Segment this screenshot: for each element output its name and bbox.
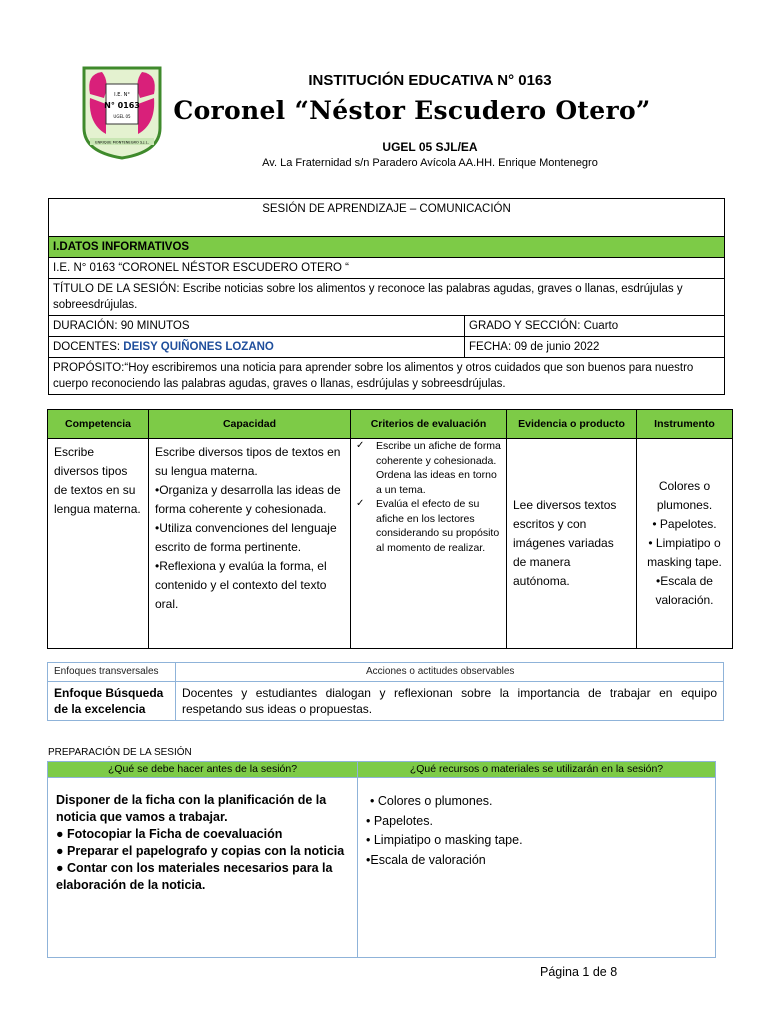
- acciones-text: Docentes y estudiantes dialogan y reflexionan sobre la importancia de trabajar en equipo respetando sus ideas o propuestas.: [176, 682, 724, 721]
- enfoque-name: Enfoque Búsqueda de la excelencia: [48, 682, 176, 721]
- antes-header: ¿Qué se debe hacer antes de la sesión?: [48, 762, 358, 778]
- antes-item: ● Fotocopiar la Ficha de coevaluación: [56, 827, 283, 841]
- evidencia-cell: Lee diversos textos escritos y con imágenes variadas de manera autónoma.: [507, 439, 637, 649]
- header-evidencia: Evidencia o producto: [507, 410, 637, 439]
- check-icon: ✓: [356, 440, 365, 451]
- grado-seccion: GRADO Y SECCIÓN: Cuarto: [465, 316, 725, 337]
- enfoques-header: Enfoques transversales: [48, 663, 176, 682]
- check-icon: ✓: [356, 498, 365, 509]
- competencias-table: [47, 409, 733, 649]
- instrumento-item: • Limpiatipo o masking tape.: [647, 536, 722, 569]
- enfoques-table: [47, 662, 724, 721]
- docentes: DOCENTES: DEISY QUIÑONES LOZANO: [49, 337, 465, 358]
- capacidad-item: Escribe diversos tipos de textos en su lengua materna.: [155, 445, 341, 478]
- institution-title: INSTITUCIÓN EDUCATIVA N° 0163: [308, 72, 552, 89]
- school-address: Av. La Fraternidad s/n Paradero Avícola AA.HH. Enrique Montenegro: [262, 157, 598, 169]
- header-instrumento: Instrumento: [637, 410, 733, 439]
- school-name: Coronel “Néstor Escudero Otero”: [173, 96, 651, 125]
- section-datos-informativos: I.DATOS INFORMATIVOS: [49, 237, 725, 258]
- datos-informativos-table: [48, 198, 725, 395]
- antes-cell: [48, 778, 358, 958]
- capacidad-cell: [149, 439, 351, 649]
- competencia-cell: Escribe diversos tipos de textos en su lengua materna.: [48, 439, 149, 649]
- recurso-item: • Papelotes.: [366, 813, 433, 828]
- criterio-item: ✓ Evalúa el efecto de su afiche en los lectores considerando su propósito al momento de realizar.: [356, 498, 500, 554]
- fecha: FECHA: 09 de junio 2022: [465, 337, 725, 358]
- school-logo: [80, 64, 164, 160]
- capacidad-item: •Reflexiona y evalúa la forma, el contenido y el contexto del texto oral.: [155, 559, 327, 611]
- instrumento-item: • Papelotes.: [652, 517, 717, 531]
- recursos-cell: [358, 778, 716, 958]
- recurso-item: •Escala de valoración: [366, 852, 486, 867]
- instrumento-cell: [637, 439, 733, 649]
- instrumento-item: Colores o plumones.: [656, 479, 713, 512]
- duracion: DURACIÓN: 90 MINUTOS: [49, 316, 465, 337]
- session-title: SESIÓN DE APRENDIZAJE – COMUNICACIÓN: [49, 199, 725, 237]
- page-number: Página 1 de 8: [540, 965, 618, 979]
- header-criterios: Criterios de evaluación: [351, 410, 507, 439]
- criterios-cell: [351, 439, 507, 649]
- instrumento-item: •Escala de valoración.: [655, 574, 714, 607]
- svg-text:I.E. N°: I.E. N°: [114, 92, 130, 98]
- capacidad-item: •Organiza y desarrolla las ideas de forma coherente y cohesionada.: [155, 483, 341, 516]
- header-competencia: Competencia: [48, 410, 149, 439]
- header-capacidad: Capacidad: [149, 410, 351, 439]
- preparacion-title: PREPARACIÓN DE LA SESIÓN: [48, 747, 192, 758]
- recurso-item: • Colores o plumones.: [370, 794, 493, 808]
- docente-name: DEISY QUIÑONES LOZANO: [123, 341, 274, 353]
- recurso-item: • Limpiatipo o masking tape.: [366, 833, 523, 847]
- capacidad-item: •Utiliza convenciones del lenguaje escrito de forma pertinente.: [155, 521, 337, 554]
- svg-text:UGEL 05: UGEL 05: [113, 114, 131, 119]
- antes-item: ● Preparar el papelografo y copias con la noticia: [56, 844, 345, 858]
- titulo-sesion: TÍTULO DE LA SESIÓN: Escribe noticias sobre los alimentos y reconoce las palabras agudas, graves o llanas, esdrújulas y sobreesdrújulas.: [49, 279, 725, 316]
- antes-item: Disponer de la ficha con la planificación de la noticia que vamos a trabajar.: [56, 793, 327, 824]
- recursos-header: ¿Qué recursos o materiales se utilizarán en la sesión?: [358, 762, 716, 778]
- svg-text:N° 0163: N° 0163: [104, 101, 140, 110]
- svg-text:ENRIQUE MONTENEGRO S.J.L.: ENRIQUE MONTENEGRO S.J.L.: [95, 140, 149, 145]
- ie-row: I.E. N° 0163 “CORONEL NÉSTOR ESCUDERO OTERO “: [49, 258, 725, 279]
- antes-item: ● Contar con los materiales necesarios para la elaboración de la noticia.: [56, 861, 333, 892]
- preparacion-table: [47, 761, 716, 958]
- acciones-header: Acciones o actitudes observables: [176, 663, 724, 682]
- ugel-label: UGEL 05 SJL/EA: [382, 140, 478, 154]
- proposito: PROPÓSITO:“Hoy escribiremos una noticia para aprender sobre los alimentos y otros cuidados que son buenos para nuestro cuerpo reconociendo las palabras agudas, graves o llanas, esdrújulas y sobreesdrújulas.: [49, 358, 725, 395]
- criterio-item: ✓ Escribe un afiche de forma coherente y cohesionada. Ordena las ideas en torno a un tema.: [356, 440, 501, 496]
